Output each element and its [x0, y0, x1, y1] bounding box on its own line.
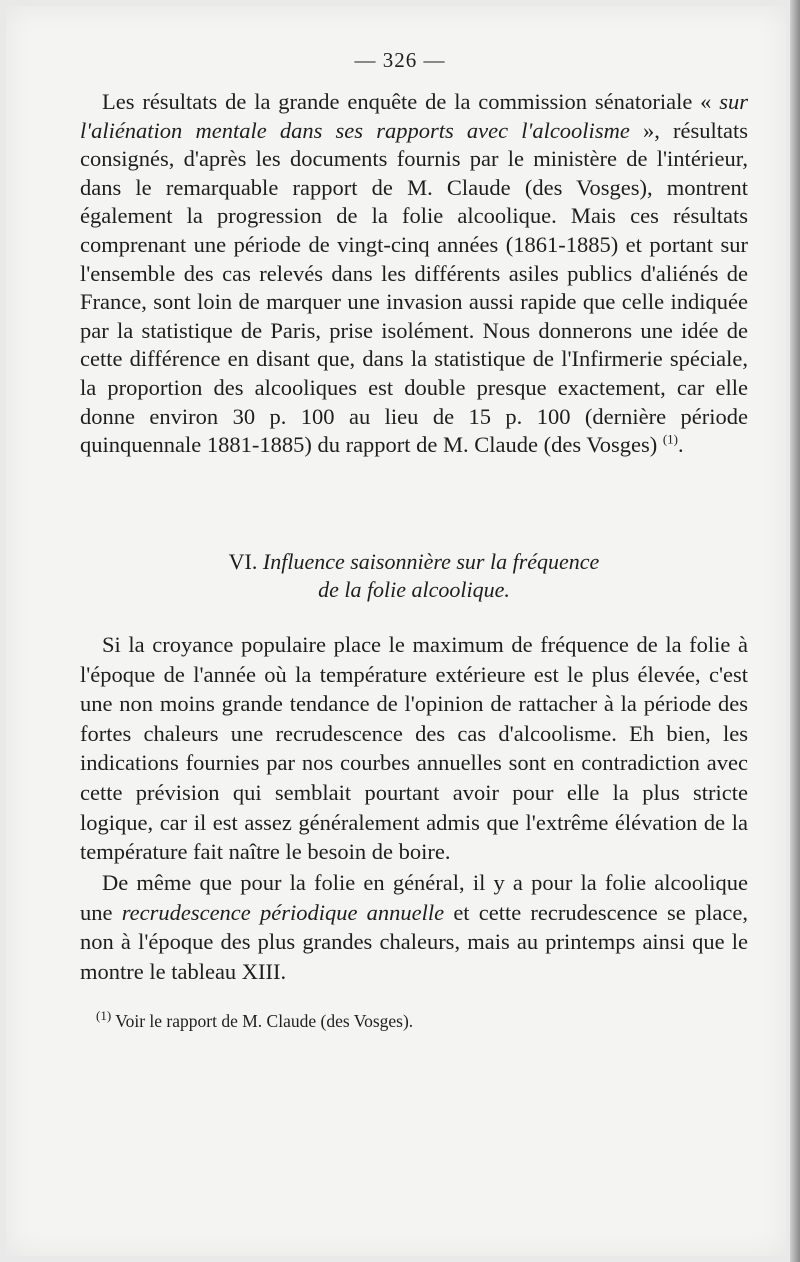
- paragraph-1-end: .: [678, 432, 684, 458]
- footnote-text: Voir le rapport de M. Claude (des Vosges).: [111, 1011, 414, 1031]
- commission-title-italic: sur l'aliénation mentale dans ses rapports avec l'alcoolisme: [80, 89, 749, 143]
- section-numeral: VI.: [228, 549, 258, 574]
- footnote-marker: (1): [96, 1008, 112, 1024]
- quote-close: »,: [629, 117, 660, 143]
- paragraph-1: [80, 88, 748, 460]
- section-heading-line-1: [80, 548, 748, 576]
- page-edge-shadow: [790, 0, 800, 1262]
- section-heading-line-2: [80, 576, 748, 604]
- paragraph-2: Si la croyance populaire place le maximum de fréquence de la folie à l'époque de l'année où la température extérieure est le plus élevée, c'est une non moins grande tendance de l'opinion de rattacher à la période des fortes chaleurs une recrudescence des cas d'alcoolisme. Eh bien, les indications fournies par nos courbes annuelles sont en contradiction avec cette prévision qui semblait pourtant avoir pour elle la plus stricte logique, car il est assez généralement admis que l'extrême élévation de la température fait naître le besoin de boire.: [80, 632, 748, 865]
- paragraph-1-body: résultats consignés, d'après les documents fournis par le ministère de l'intérieur, dans le remarquable rapport de M. Claude (des Vosges), montrent également la progression de la folie alcoolique. Mais ces résultats comprenant une période de vingt-cinq années (1861-1885) et portant sur l'ensemble des cas relevés dans les différents asiles publics d'aliénés de France, sont loin de marquer une invasion aussi rapide que celle indiquée par la statistique de Paris, prise isolément. Nous donnerons une idée de cette différence en disant que, dans la statistique de l'Infirmerie spéciale, la proportion des alcooliques est double presque exactement, car elle donne environ 30 p. 100 au lieu de 15 p. 100 (dernière période quinquennale 1881-1885) du rapport de M. Claude (des Vosges): [80, 117, 749, 458]
- quote-open: «: [700, 89, 720, 114]
- paragraph-3: [80, 868, 748, 986]
- paragraph-3-italic: recrudescence périodique annuelle: [121, 899, 445, 925]
- section-title-line-2: de la folie alcoolique.: [318, 577, 510, 602]
- footnote-reference: (1): [662, 431, 678, 447]
- paragraph-3-after: et cette recrudescence se place, non à l'époque des plus grandes chaleurs, mais au printemps ainsi que le montre le tableau XIII.: [80, 899, 748, 984]
- paragraph-1-sentence-1: Les résultats de la grande enquête de la commission sénatoriale: [102, 89, 693, 114]
- section-title-line-1: Influence saisonnière sur la fréquence: [262, 549, 600, 574]
- footnote: [96, 1010, 413, 1032]
- section-heading: [80, 548, 748, 604]
- page-number: — 326 —: [354, 48, 446, 72]
- paragraph-3-before: De même que pour la folie en général, il y a pour la folie alcoolique une: [80, 870, 748, 925]
